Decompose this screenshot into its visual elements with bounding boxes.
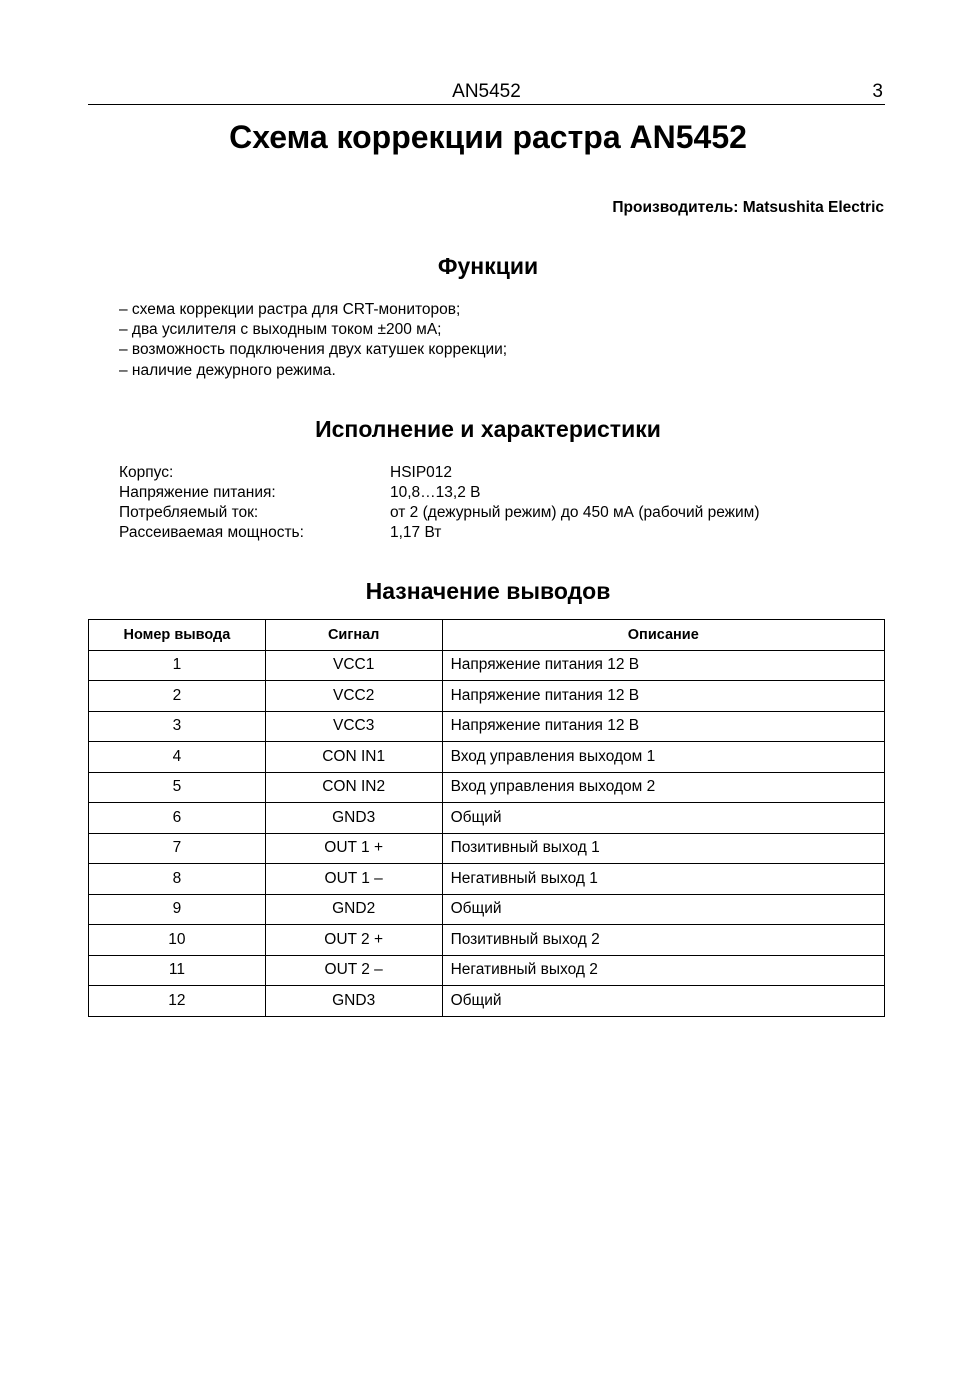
column-header-description: Описание: [442, 620, 884, 651]
pin-number: 5: [89, 772, 266, 803]
running-header: [88, 80, 885, 105]
table-row: [89, 925, 885, 956]
pin-description: Позитивный выход 2: [442, 925, 884, 956]
pin-signal: GND3: [265, 803, 442, 834]
pin-signal: OUT 2 –: [265, 955, 442, 986]
spec-row: [119, 523, 879, 543]
pin-description: Напряжение питания 12 В: [442, 711, 884, 742]
spec-row: [119, 503, 879, 523]
table-row: [89, 894, 885, 925]
table-row: [89, 772, 885, 803]
pin-table: [88, 619, 885, 1017]
header-doc-code: AN5452: [452, 81, 521, 102]
pin-number: 10: [89, 925, 266, 956]
page-title: Схема коррекции растра AN5452: [229, 119, 747, 155]
pin-description: Негативный выход 1: [442, 864, 884, 895]
pin-number: 4: [89, 742, 266, 773]
feature-item: – наличие дежурного режима.: [119, 361, 336, 379]
pin-number: 8: [89, 864, 266, 895]
column-header-signal: Сигнал: [265, 620, 442, 651]
table-row: [89, 864, 885, 895]
pin-signal: CON IN1: [265, 742, 442, 773]
table-row: [89, 955, 885, 986]
page-number: 3: [872, 81, 883, 102]
pin-signal: GND3: [265, 986, 442, 1017]
pin-description: Негативный выход 2: [442, 955, 884, 986]
table-row: [89, 711, 885, 742]
pin-signal: VCC3: [265, 711, 442, 742]
spec-value: 1,17 Вт: [390, 524, 442, 541]
pin-description: Вход управления выходом 1: [442, 742, 884, 773]
spec-value: от 2 (дежурный режим) до 450 мА (рабочий режим): [390, 504, 760, 521]
pin-description: Общий: [442, 803, 884, 834]
pin-signal: CON IN2: [265, 772, 442, 803]
features-list: [119, 300, 507, 381]
feature-item: – схема коррекции растра для CRT-мониторов;: [119, 301, 461, 318]
pin-description: Позитивный выход 1: [442, 833, 884, 864]
pin-signal: VCC2: [265, 681, 442, 712]
pin-number: 9: [89, 894, 266, 925]
pin-description: Вход управления выходом 2: [442, 772, 884, 803]
spec-row: [119, 483, 879, 503]
spec-row: [119, 463, 879, 483]
table-row: [89, 803, 885, 834]
table-row: [89, 833, 885, 864]
spec-label: Напряжение питания:: [119, 484, 276, 501]
column-header-pin-number: Номер вывода: [89, 620, 266, 651]
feature-item: – возможность подключения двух катушек коррекции;: [119, 341, 508, 359]
table-row: [89, 650, 885, 681]
pin-number: 6: [89, 803, 266, 834]
pin-signal: OUT 1 –: [265, 864, 442, 895]
pin-number: 3: [89, 711, 266, 742]
pin-signal: OUT 1 +: [265, 833, 442, 864]
pin-description: Напряжение питания 12 В: [442, 650, 884, 681]
pin-description: Напряжение питания 12 В: [442, 681, 884, 712]
table-row: [89, 986, 885, 1017]
feature-item: – два усилителя с выходным током ±200 мА;: [119, 321, 442, 339]
spec-label: Потребляемый ток:: [119, 504, 259, 521]
pin-number: 2: [89, 681, 266, 712]
spec-label: Корпус:: [119, 464, 174, 481]
pin-number: 7: [89, 833, 266, 864]
pin-number: 1: [89, 650, 266, 681]
features-heading: Функции: [437, 253, 539, 279]
pin-description: Общий: [442, 894, 884, 925]
spec-label: Рассеиваемая мощность:: [119, 524, 304, 541]
pins-heading: Назначение выводов: [365, 578, 611, 604]
pin-signal: OUT 2 +: [265, 925, 442, 956]
pin-signal: GND2: [265, 894, 442, 925]
pin-signal: VCC1: [265, 650, 442, 681]
table-row: [89, 681, 885, 712]
pin-number: 11: [89, 955, 266, 986]
table-row: [89, 742, 885, 773]
spec-value: 10,8…13,2 В: [390, 484, 481, 501]
specs-list: [119, 463, 879, 543]
specs-heading: Исполнение и характеристики: [315, 416, 661, 442]
pin-number: 12: [89, 986, 266, 1017]
manufacturer-line: Производитель: Matsushita Electric: [612, 199, 884, 216]
pin-description: Общий: [442, 986, 884, 1017]
spec-value: HSIP012: [390, 464, 453, 481]
table-header-row: [89, 620, 885, 651]
